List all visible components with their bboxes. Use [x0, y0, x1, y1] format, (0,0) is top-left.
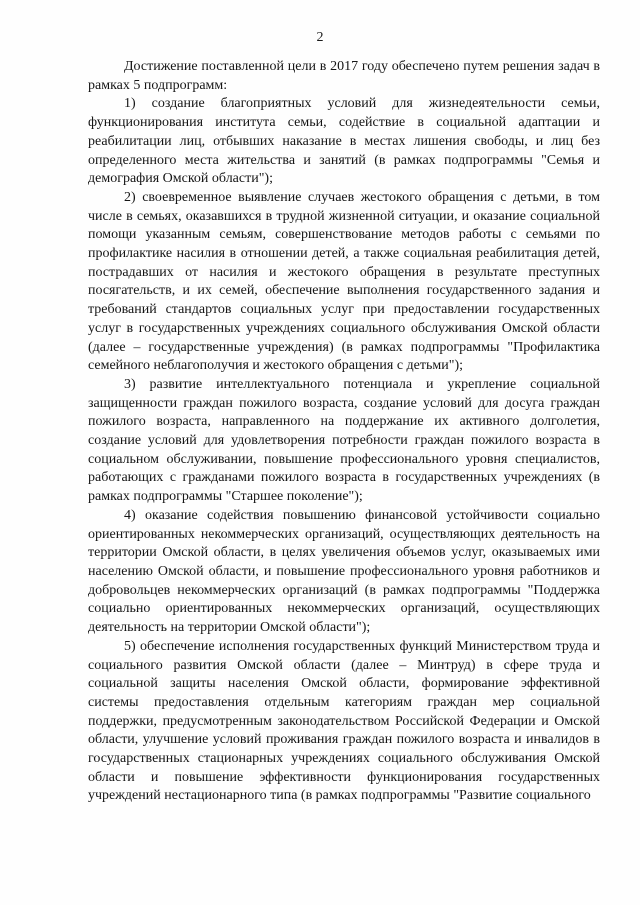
subprogram-4-paragraph: 4) оказание содействия повышению финансовой устойчивости социально ориентированных некоммерческих организаций, осуществляющих деятельность на территории Омской области, в целях увеличения объемов услуг, оказываемых ими населению Омской области, и повышение профессионального уровня работников и добровольцев некоммерческих организаций (в рамках подпрограммы "Поддержка социально ориентированных некоммерческих организаций, осуществляющих деятельность на территории Омской области");: [88, 507, 600, 636]
page-number: 2: [316, 30, 324, 45]
subprogram-5-paragraph: 5) обеспечение исполнения государственных функций Министерством труда и социального развития Омской области (далее – Минтруд) в сфере труда и социальной защиты населения Омской области, формирование эффективной системы предоставления отдельным категориям граждан мер социальной поддержки, предусмотренным законодательством Российской Федерации и Омской области, улучшение условий проживания граждан пожилого возраста и инвалидов в государственных стационарных учреждениях социального обслуживания Омской области и повышение эффективности функционирования государственных учреждений нестационарного типа (в рамках подпрограммы "Развитие социального: [88, 638, 600, 804]
intro-paragraph: Достижение поставленной цели в 2017 году обеспечено путем решения задач в рамках 5 подпрограмм:: [88, 59, 600, 93]
document-body: [88, 58, 600, 806]
subprogram-2-paragraph: 2) своевременное выявление случаев жестокого обращения с детьми, в том числе в семьях, оказавшихся в трудной жизненной ситуации, и оказание социальной помощи указанным семьям, совершенствование методов работы с семьями по профилактике насилия в отношении детей, а также социальная реабилитация детей, пострадавших от насилия и жестокого обращения в результате преступных посягательств, и их семей, обеспечение выполнения государственного задания и требований стандартов социальных услуг при предоставлении государственных услуг в государственных учреждениях социального обслуживания Омской области (далее – государственные учреждения) (в рамках подпрограммы "Профилактика семейного неблагополучия и жестокого обращения с детьми");: [88, 189, 600, 374]
subprogram-3-paragraph: 3) развитие интеллектуального потенциала и укрепление социальной защищенности граждан пожилого возраста, создание условий для досуга граждан пожилого возраста, направленного на поддержание их активного долголетия, создание условий для удовлетворения потребности граждан пожилого возраста в социальном обслуживании, повышение профессионального уровня специалистов, работающих с гражданами пожилого возраста в государственных учреждениях (в рамках подпрограммы "Старшее поколение");: [88, 376, 600, 505]
subprogram-1-paragraph: 1) создание благоприятных условий для жизнедеятельности семьи, функционирования института семьи, содействие в социальной адаптации и реабилитации лиц, отбывших наказание в местах лишения свободы, и лиц без определенного места жительства и занятий (в рамках подпрограммы "Семья и демография Омской области");: [88, 96, 600, 187]
